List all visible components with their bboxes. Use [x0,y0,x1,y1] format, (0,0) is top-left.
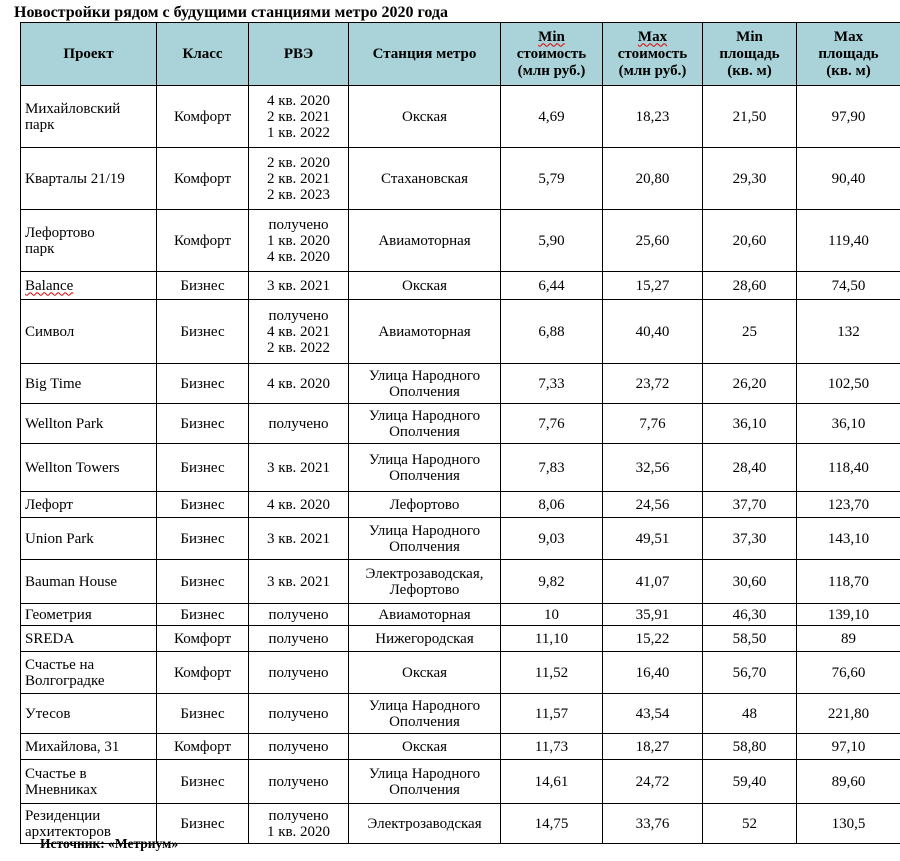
cell-max-cost: 18,23 [603,86,703,148]
table-row [21,560,900,604]
cell-min-cost: 7,83 [501,444,603,492]
cell-rve: 3 кв. 2021 [249,444,349,492]
cell-max-cost: 35,91 [603,604,703,626]
cell-max-area: 132 [797,300,900,364]
table-row [21,148,900,210]
cell-metro: Улица Народного Ополчения [349,694,501,734]
cell-max-cost: 16,40 [603,652,703,694]
cell-min-area: 25 [703,300,797,364]
cell-rve: получено 1 кв. 2020 4 кв. 2020 [249,210,349,272]
cell-class: Бизнес [157,444,249,492]
cell-max-area: 97,10 [797,734,900,760]
cell-max-area: 36,10 [797,404,900,444]
col-header-min-cost: Min стоимость (млн руб.) [501,23,603,86]
cell-min-cost: 9,03 [501,518,603,560]
cell-rve: 2 кв. 2020 2 кв. 2021 2 кв. 2023 [249,148,349,210]
cell-max-cost: 32,56 [603,444,703,492]
cell-project: Bauman House [21,560,157,604]
cell-class: Бизнес [157,604,249,626]
cell-project: Лефортово парк [21,210,157,272]
source-note: Источник: «Метриум» [40,836,179,851]
cell-min-area: 58,80 [703,734,797,760]
cell-metro: Улица Народного Ополчения [349,404,501,444]
cell-class: Бизнес [157,404,249,444]
cell-project: Счастье в Мневниках [21,760,157,804]
cell-rve: 4 кв. 2020 2 кв. 2021 1 кв. 2022 [249,86,349,148]
cell-metro: Электрозаводская, Лефортово [349,560,501,604]
cell-class: Бизнес [157,760,249,804]
table-row [21,760,900,804]
cell-rve: получено [249,652,349,694]
col-header-min-area: Min площадь (кв. м) [703,23,797,86]
cell-metro: Авиамоторная [349,300,501,364]
cell-metro: Авиамоторная [349,210,501,272]
cell-max-area: 74,50 [797,272,900,300]
cell-rve: 4 кв. 2020 [249,364,349,404]
cell-rve: получено [249,604,349,626]
cell-min-area: 28,40 [703,444,797,492]
cell-class: Бизнес [157,518,249,560]
table-row [21,626,900,652]
cell-min-area: 37,30 [703,518,797,560]
cell-metro: Улица Народного Ополчения [349,364,501,404]
cell-class: Комфорт [157,86,249,148]
table-title: Новостройки рядом с будущими станциями метро 2020 года [14,4,448,21]
cell-max-area: 221,80 [797,694,900,734]
cell-min-area: 37,70 [703,492,797,518]
cell-max-area: 130,5 [797,804,900,844]
cell-project [21,272,157,300]
cell-min-cost: 14,75 [501,804,603,844]
cell-max-area: 89,60 [797,760,900,804]
cell-max-cost: 24,72 [603,760,703,804]
cell-project: Утесов [21,694,157,734]
cell-max-cost: 18,27 [603,734,703,760]
cell-min-area: 52 [703,804,797,844]
cell-min-area: 36,10 [703,404,797,444]
cell-min-cost: 7,33 [501,364,603,404]
cell-project: Резиденции архитекторов [21,804,157,844]
cell-min-cost: 4,69 [501,86,603,148]
cell-rve: получено [249,626,349,652]
cell-min-cost: 6,44 [501,272,603,300]
cell-rve: 4 кв. 2020 [249,492,349,518]
col-header-metro: Станция метро [349,23,501,86]
cell-class: Бизнес [157,694,249,734]
cell-min-cost: 11,73 [501,734,603,760]
cell-metro: Нижегородская [349,626,501,652]
col-header-rve: РВЭ [249,23,349,86]
cell-max-area: 118,70 [797,560,900,604]
cell-max-area: 97,90 [797,86,900,148]
col-header-class: Класс [157,23,249,86]
cell-project: Лефорт [21,492,157,518]
cell-min-area: 59,40 [703,760,797,804]
table-row [21,492,900,518]
cell-max-cost: 43,54 [603,694,703,734]
cell-rve: получено 4 кв. 2021 2 кв. 2022 [249,300,349,364]
col-header-max-area: Max площадь (кв. м) [797,23,900,86]
cell-min-cost: 11,52 [501,652,603,694]
table-row [21,518,900,560]
cell-class: Бизнес [157,492,249,518]
cell-min-area: 58,50 [703,626,797,652]
cell-class: Комфорт [157,210,249,272]
table-row [21,272,900,300]
cell-class: Комфорт [157,148,249,210]
cell-max-cost: 20,80 [603,148,703,210]
cell-project: Union Park [21,518,157,560]
cell-min-area: 30,60 [703,560,797,604]
cell-min-area: 26,20 [703,364,797,404]
cell-metro: Улица Народного Ополчения [349,518,501,560]
cell-metro: Стахановская [349,148,501,210]
cell-min-area: 29,30 [703,148,797,210]
cell-project: Big Time [21,364,157,404]
cell-min-cost: 11,10 [501,626,603,652]
cell-min-area: 20,60 [703,210,797,272]
cell-min-cost: 7,76 [501,404,603,444]
cell-min-cost: 11,57 [501,694,603,734]
header-row [21,23,900,86]
cell-class: Бизнес [157,300,249,364]
cell-metro: Лефортово [349,492,501,518]
cell-max-area: 102,50 [797,364,900,404]
cell-project: Михайлова, 31 [21,734,157,760]
cell-min-cost: 5,79 [501,148,603,210]
cell-rve: получено [249,734,349,760]
cell-max-cost: 49,51 [603,518,703,560]
cell-class: Бизнес [157,560,249,604]
cell-max-cost: 15,27 [603,272,703,300]
cell-class: Комфорт [157,652,249,694]
col-header-project: Проект [21,23,157,86]
cell-metro: Электрозаводская [349,804,501,844]
cell-max-cost: 24,56 [603,492,703,518]
cell-max-cost: 33,76 [603,804,703,844]
cell-min-cost: 10 [501,604,603,626]
cell-max-cost: 41,07 [603,560,703,604]
cell-min-cost: 9,82 [501,560,603,604]
cell-metro: Окская [349,652,501,694]
cell-max-area: 139,10 [797,604,900,626]
cell-max-area: 89 [797,626,900,652]
project-name: Balance [25,277,74,294]
table-row [21,604,900,626]
cell-min-area: 56,70 [703,652,797,694]
cell-rve: 3 кв. 2021 [249,518,349,560]
cell-max-area: 90,40 [797,148,900,210]
cell-max-cost: 25,60 [603,210,703,272]
cell-class: Бизнес [157,272,249,300]
table-row [21,404,900,444]
cell-rve: получено 1 кв. 2020 [249,804,349,844]
table-row [21,734,900,760]
table-row [21,652,900,694]
table-row [21,300,900,364]
cell-rve: 3 кв. 2021 [249,560,349,604]
cell-min-cost: 6,88 [501,300,603,364]
col-header-max-cost: Max стоимость (млн руб.) [603,23,703,86]
cell-project: Кварталы 21/19 [21,148,157,210]
cell-project: Счастье на Волгоградке [21,652,157,694]
cell-min-area: 28,60 [703,272,797,300]
cell-min-cost: 14,61 [501,760,603,804]
cell-min-cost: 8,06 [501,492,603,518]
data-table [20,22,900,844]
cell-class: Комфорт [157,734,249,760]
cell-project: Геометрия [21,604,157,626]
cell-metro: Улица Народного Ополчения [349,760,501,804]
table-row [21,210,900,272]
cell-min-area: 46,30 [703,604,797,626]
table-row [21,444,900,492]
cell-project: Wellton Park [21,404,157,444]
cell-project: Михайловский парк [21,86,157,148]
table-row [21,694,900,734]
cell-class: Бизнес [157,364,249,404]
cell-max-cost: 7,76 [603,404,703,444]
cell-metro: Окская [349,86,501,148]
cell-max-area: 119,40 [797,210,900,272]
cell-metro: Улица Народного Ополчения [349,444,501,492]
table-row [21,364,900,404]
cell-project: SREDA [21,626,157,652]
cell-max-area: 143,10 [797,518,900,560]
cell-rve: 3 кв. 2021 [249,272,349,300]
cell-max-cost: 15,22 [603,626,703,652]
cell-metro: Окская [349,272,501,300]
cell-rve: получено [249,760,349,804]
cell-metro: Окская [349,734,501,760]
cell-project: Wellton Towers [21,444,157,492]
table-body [21,86,900,844]
cell-project: Символ [21,300,157,364]
cell-min-area: 48 [703,694,797,734]
cell-metro: Авиамоторная [349,604,501,626]
cell-min-area: 21,50 [703,86,797,148]
cell-max-area: 123,70 [797,492,900,518]
cell-min-cost: 5,90 [501,210,603,272]
cell-max-cost: 40,40 [603,300,703,364]
cell-rve: получено [249,694,349,734]
cell-max-cost: 23,72 [603,364,703,404]
cell-max-area: 118,40 [797,444,900,492]
cell-max-area: 76,60 [797,652,900,694]
cell-class: Бизнес [157,804,249,844]
cell-rve: получено [249,404,349,444]
table-row [21,86,900,148]
cell-class: Комфорт [157,626,249,652]
